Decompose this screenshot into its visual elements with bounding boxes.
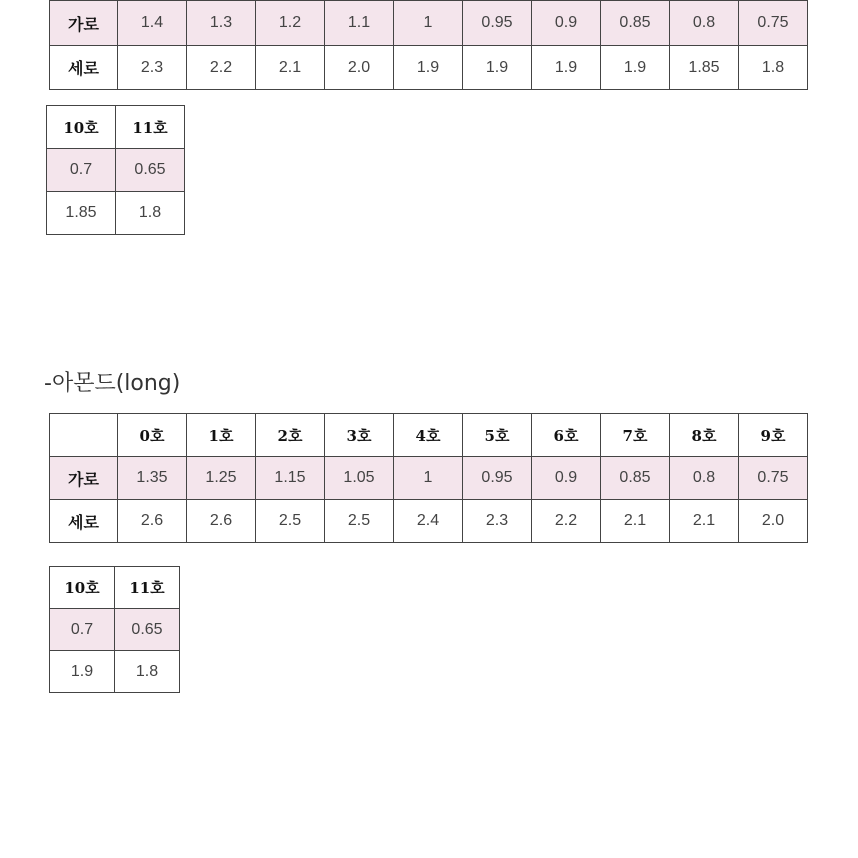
column-header: 8호	[670, 414, 739, 457]
column-header: 11호	[115, 567, 180, 609]
table-cell: 0.95	[463, 457, 532, 500]
column-header: 5호	[463, 414, 532, 457]
table-cell: 1.05	[325, 457, 394, 500]
table-cell: 0.85	[601, 1, 670, 46]
table-cell: 0.85	[601, 457, 670, 500]
table-cell: 1.8	[115, 651, 180, 693]
table-cell: 2.3	[118, 46, 187, 90]
table-cell: 1.8	[116, 192, 185, 235]
table-cell: 0.75	[739, 457, 808, 500]
column-header: 11호	[116, 106, 185, 149]
table-cell: 2.0	[739, 500, 808, 543]
table-cell: 1.3	[187, 1, 256, 46]
table-cell: 2.2	[532, 500, 601, 543]
table-cell: 1.85	[47, 192, 116, 235]
table-cell: 0.65	[116, 149, 185, 192]
row-label-height: 세로	[50, 500, 118, 543]
table-cell: 1.25	[187, 457, 256, 500]
table-cell: 1.2	[256, 1, 325, 46]
table-cell: 0.9	[532, 457, 601, 500]
width-row	[47, 149, 185, 192]
table-cell: 1.9	[463, 46, 532, 90]
column-header: 7호	[601, 414, 670, 457]
table-cell: 2.0	[325, 46, 394, 90]
table-cell: 2.5	[256, 500, 325, 543]
table-cell: 1.15	[256, 457, 325, 500]
table-cell: 0.75	[739, 1, 808, 46]
table-cell: 1.9	[601, 46, 670, 90]
table-cell: 0.7	[47, 149, 116, 192]
height-row	[47, 192, 185, 235]
row-label-height: 세로	[50, 46, 118, 90]
column-header: 4호	[394, 414, 463, 457]
height-row	[50, 500, 808, 543]
table-cell: 0.65	[115, 609, 180, 651]
height-row	[50, 651, 180, 693]
section-title: -아몬드(long)	[44, 371, 181, 396]
table-cell: 0.9	[532, 1, 601, 46]
table-cell: 2.6	[187, 500, 256, 543]
header-row	[50, 567, 180, 609]
table-cell: 2.2	[187, 46, 256, 90]
table-cell: 2.4	[394, 500, 463, 543]
table-cell: 1.8	[739, 46, 808, 90]
column-header: 2호	[256, 414, 325, 457]
column-header: 6호	[532, 414, 601, 457]
header-row	[50, 414, 808, 457]
table-cell: 1.35	[118, 457, 187, 500]
header-row	[47, 106, 185, 149]
table-cell: 1	[394, 457, 463, 500]
table-cell: 1.85	[670, 46, 739, 90]
table-cell: 1.9	[50, 651, 115, 693]
row-label-width: 가로	[50, 1, 118, 46]
table-cell: 1.4	[118, 1, 187, 46]
column-header: 10호	[50, 567, 115, 609]
table-cell: 1.9	[394, 46, 463, 90]
column-header: 0호	[118, 414, 187, 457]
table-cell: 1.1	[325, 1, 394, 46]
width-row	[50, 457, 808, 500]
table-cell: 2.3	[463, 500, 532, 543]
table-cell: 0.8	[670, 1, 739, 46]
size-table-almond-extra	[49, 566, 180, 693]
table-cell: 0.8	[670, 457, 739, 500]
size-table-top-extra	[46, 105, 185, 235]
table-cell: 2.1	[601, 500, 670, 543]
table-cell: 1.9	[532, 46, 601, 90]
width-row	[50, 609, 180, 651]
table-cell: 0.7	[50, 609, 115, 651]
table-cell: 2.1	[256, 46, 325, 90]
column-header: 9호	[739, 414, 808, 457]
table-cell: 2.6	[118, 500, 187, 543]
column-header: 10호	[47, 106, 116, 149]
corner-cell	[50, 414, 118, 457]
row-label-width: 가로	[50, 457, 118, 500]
table-cell: 2.1	[670, 500, 739, 543]
size-table-almond	[49, 413, 808, 543]
column-header: 3호	[325, 414, 394, 457]
size-table-top	[49, 0, 808, 90]
table-cell: 0.95	[463, 1, 532, 46]
height-row	[50, 46, 808, 90]
table-cell: 2.5	[325, 500, 394, 543]
table-cell: 1	[394, 1, 463, 46]
width-row	[50, 1, 808, 46]
column-header: 1호	[187, 414, 256, 457]
